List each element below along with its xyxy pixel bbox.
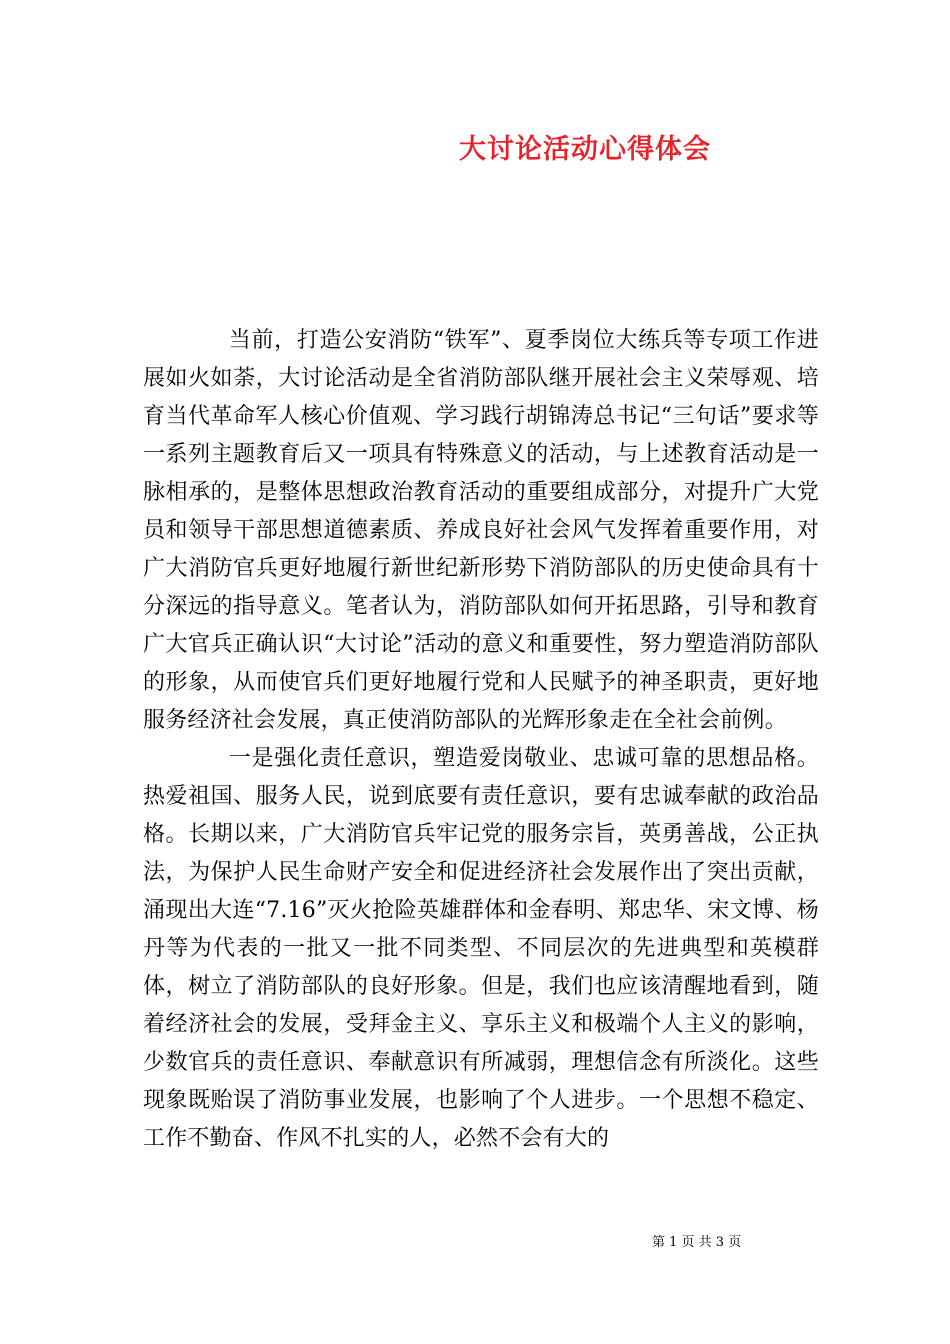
page-title: 大讨论活动心得体会 [459, 134, 711, 165]
paragraph-first-point: 一是强化责任意识，塑造爱岗敬业、忠诚可靠的思想品格。热爱祖国、服务人民，说到底要有责任意识，要有忠诚奉献的政治品格。长期以来，广大消防官兵牢记党的服务宗旨，英勇善战，公正执法，为保护人民生命财产安全和促进经济社会发展作出了突出贡献，涌现出大连“7.16”灭火抢险英雄群体和金春明、郑忠华、宋文博、杨丹等为代表的一批又一批不同类型、不同层次的先进典型和英模群体，树立了消防部队的良好形象。但是，我们也应该清醒地看到，随着经济社会的发展，受拜金主义、享乐主义和极端个人主义的影响，少数官兵的责任意识、奉献意识有所减弱，理想信念有所淡化。这些现象既贻误了消防事业发展，也影响了个人进步。一个思想不稳定、工作不勤奋、作风不扎实的人，必然不会有大的 [143, 746, 819, 1151]
paragraph-intro: 当前，打造公安消防“铁军”、夏季岗位大练兵等专项工作进展如火如荼，大讨论活动是全省消防部队继开展社会主义荣辱观、培育当代革命军人核心价值观、学习践行胡锦涛总书记“三句话”要求等一系列主题教育后又一项具有特殊意义的活动，与上述教育活动是一脉相承的，是整体思想政治教育活动的重要组成部分，对提升广大党员和领导干部思想道德素质、养成良好社会风气发挥着重要作用，对广大消防官兵更好地履行新世纪新形势下消防部队的历史使命具有十分深远的指导意义。笔者认为，消防部队如何开拓思路，引导和教育广大官兵正确认识“大讨论”活动的意义和重要性，努力塑造消防部队的形象，从而使官兵们更好地履行党和人民赋予的神圣职责，更好地服务经济社会发展，真正使消防部队的光辉形象走在全社会前例。 [143, 328, 819, 733]
page-footer: 第 1 页 共 3 页 [652, 1235, 742, 1250]
body-text [143, 322, 819, 1158]
